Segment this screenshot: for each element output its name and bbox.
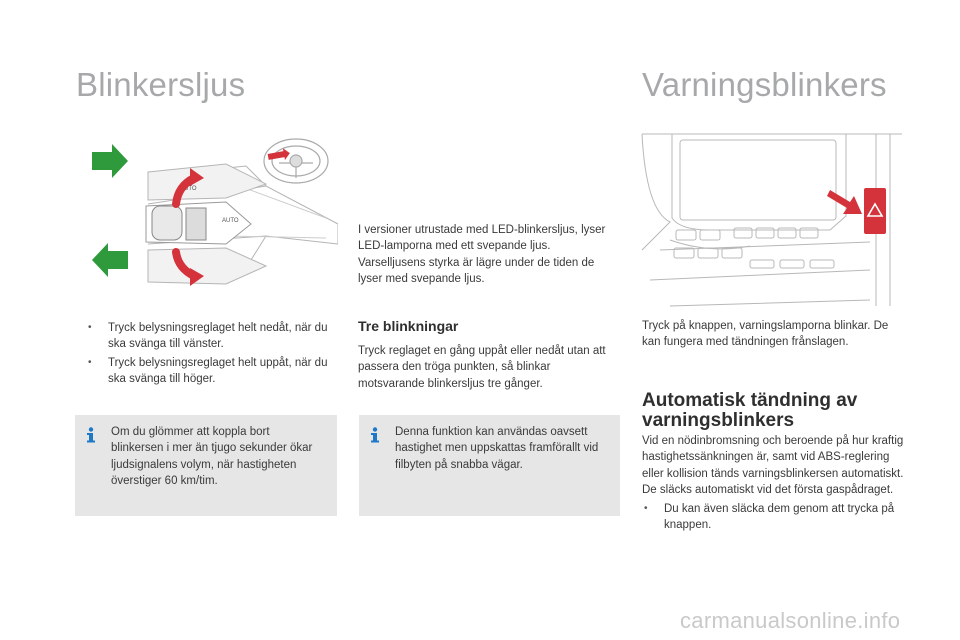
stalk-upper-ghost xyxy=(148,164,266,200)
steering-wheel-icon xyxy=(264,139,328,183)
green-arrow-left-icon xyxy=(92,243,128,277)
section-heading-automatisk-tandning: Automatisk tändning av varningsblinkers xyxy=(642,390,858,431)
automatisk-body xyxy=(642,433,906,535)
svg-text:AUTO: AUTO xyxy=(180,186,197,192)
info-text: Om du glömmer att koppla bort blinkersen i mer än tjugo sekunder ökar ljudsignalens volym, när hastigheten överstiger 60 km/tim. xyxy=(111,426,313,488)
page-title-blinkersljus: Blinkersljus xyxy=(76,66,246,103)
tre-blinkningar-body: Tryck reglaget en gång uppåt eller nedåt utan att passera den tröga punkten, så blinkar motsvarande blinkersljus tre gånger. xyxy=(358,345,606,390)
list-item: • Tryck belysningsreglaget helt nedåt, när du ska svänga till vänster. xyxy=(88,322,328,351)
automatisk-paragraph: Vid en nödinbromsning och beroende på hur kraftig hastighetssänkningen är, samt vid ABS-reglering eller kollision tänds varningsblinkersen automatiskt. De släcks automatiskt vid det första gaspådraget. xyxy=(642,435,904,497)
watermark: carmanualsonline.info xyxy=(680,608,901,633)
red-arrow-small-icon xyxy=(267,147,291,163)
info-box-middle xyxy=(359,415,620,516)
red-arrow-pointer-icon xyxy=(827,190,862,214)
bullet-marker: • xyxy=(88,322,92,333)
section-heading-tre-blinkningar: Tre blinkningar xyxy=(358,318,459,334)
list-item: • Du kan även släcka dem genom att trycka på knappen. xyxy=(644,502,895,532)
bullet-marker: • xyxy=(88,356,92,368)
turn-instructions xyxy=(86,320,338,390)
list-item: • Tryck belysningsreglaget helt uppåt, när du ska svänga till höger. xyxy=(88,356,328,386)
info-box-left xyxy=(75,415,337,516)
green-arrow-right-icon xyxy=(92,144,128,178)
turn-signal-stalk-illustration xyxy=(76,126,338,298)
dashboard-hazard-illustration xyxy=(640,130,906,308)
stalk-lower-ghost xyxy=(148,248,266,284)
info-text: Denna funktion kan användas oavsett hastighet men uppskattas framförallt vid filbyten på snabba vägar. xyxy=(395,426,599,471)
svg-text:AUTO: AUTO xyxy=(222,218,239,224)
bullet-marker: • xyxy=(644,502,648,514)
page-title-varningsblinkers: Varningsblinkers xyxy=(642,66,887,103)
led-paragraph: I versioner utrustade med LED-blinkersljus, lyser LED-lamporna med ett svepande ljus. Varselljusens styrka är lägre under de tiden de lyser med svepande ljus. xyxy=(358,224,606,286)
hazard-instructions: Tryck på knappen, varningslamporna blinkar. De kan fungera med tändningen frånslagen. xyxy=(642,320,889,349)
info-icon xyxy=(369,427,381,443)
hazard-button-icon xyxy=(864,188,886,234)
info-icon xyxy=(85,427,97,443)
